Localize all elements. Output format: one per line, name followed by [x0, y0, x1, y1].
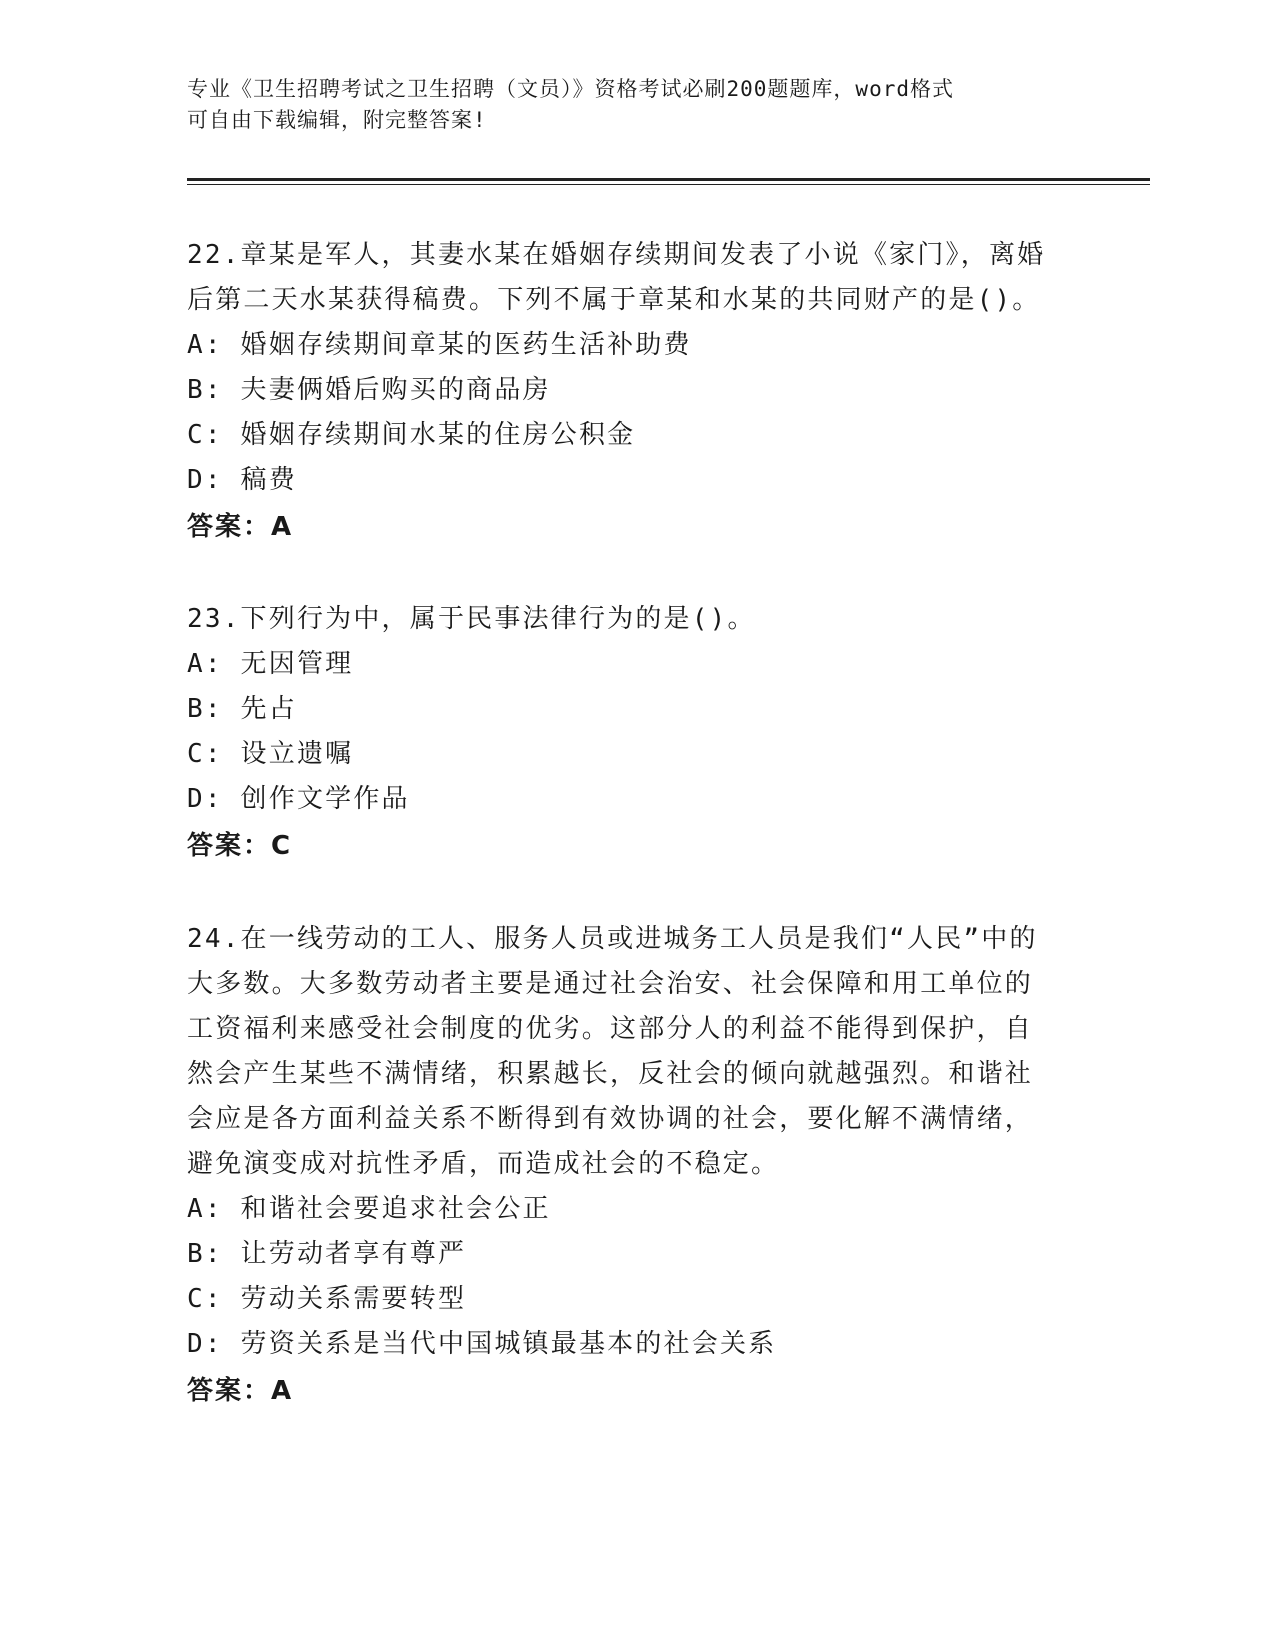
- question-23: [187, 597, 1087, 870]
- option-c: C: 婚姻存续期间水某的住房公积金: [187, 420, 636, 450]
- question-text-line: 大多数。大多数劳动者主要是通过社会治安、社会保障和用工单位的: [187, 969, 1034, 999]
- question-text-line: 24.在一线劳动的工人、服务人员或进城务工人员是我们“人民”中的: [187, 924, 1038, 954]
- answer-label: 答案：A: [187, 512, 294, 542]
- header-line-2: 可自由下载编辑，附完整答案!: [187, 108, 487, 132]
- question-24: [187, 917, 1087, 1415]
- answer-label: 答案：A: [187, 1376, 294, 1406]
- question-22: [187, 233, 1087, 551]
- header-line-1: 专业《卫生招聘考试之卫生招聘（文员）》资格考试必刷200题题库，word格式: [187, 77, 954, 101]
- question-text-line: 后第二天水某获得稿费。下列不属于章某和水某的共同财产的是()。: [187, 285, 1041, 315]
- document-header: [187, 74, 1087, 136]
- question-text-line: 会应是各方面利益关系不断得到有效协调的社会，要化解不满情绪，: [187, 1104, 1034, 1134]
- option-b: B: 夫妻俩婚后购买的商品房: [187, 375, 551, 405]
- option-d: D: 稿费: [187, 465, 297, 495]
- question-text-line: 然会产生某些不满情绪，积累越长，反社会的倾向就越强烈。和谐社: [187, 1059, 1034, 1089]
- header-divider-thick: [187, 178, 1150, 181]
- option-a: A: 无因管理: [187, 649, 354, 679]
- option-b: B: 先占: [187, 694, 297, 724]
- question-text-line: 工资福利来感受社会制度的优劣。这部分人的利益不能得到保护，自: [187, 1014, 1034, 1044]
- answer-label: 答案：C: [187, 831, 293, 861]
- question-text-line: 22.章某是军人，其妻水某在婚姻存续期间发表了小说《家门》，离婚: [187, 240, 1046, 270]
- header-divider-thin: [187, 184, 1150, 185]
- question-text-line: 避免演变成对抗性矛盾，而造成社会的不稳定。: [187, 1149, 780, 1179]
- option-c: C: 设立遗嘱: [187, 739, 354, 769]
- option-d: D: 创作文学作品: [187, 784, 410, 814]
- option-b: B: 让劳动者享有尊严: [187, 1239, 467, 1269]
- question-text-line: 23.下列行为中，属于民事法律行为的是()。: [187, 604, 756, 634]
- option-a: A: 婚姻存续期间章某的医药生活补助费: [187, 330, 692, 360]
- option-c: C: 劳动关系需要转型: [187, 1284, 467, 1314]
- option-a: A: 和谐社会要追求社会公正: [187, 1194, 551, 1224]
- option-d: D: 劳资关系是当代中国城镇最基本的社会关系: [187, 1329, 777, 1359]
